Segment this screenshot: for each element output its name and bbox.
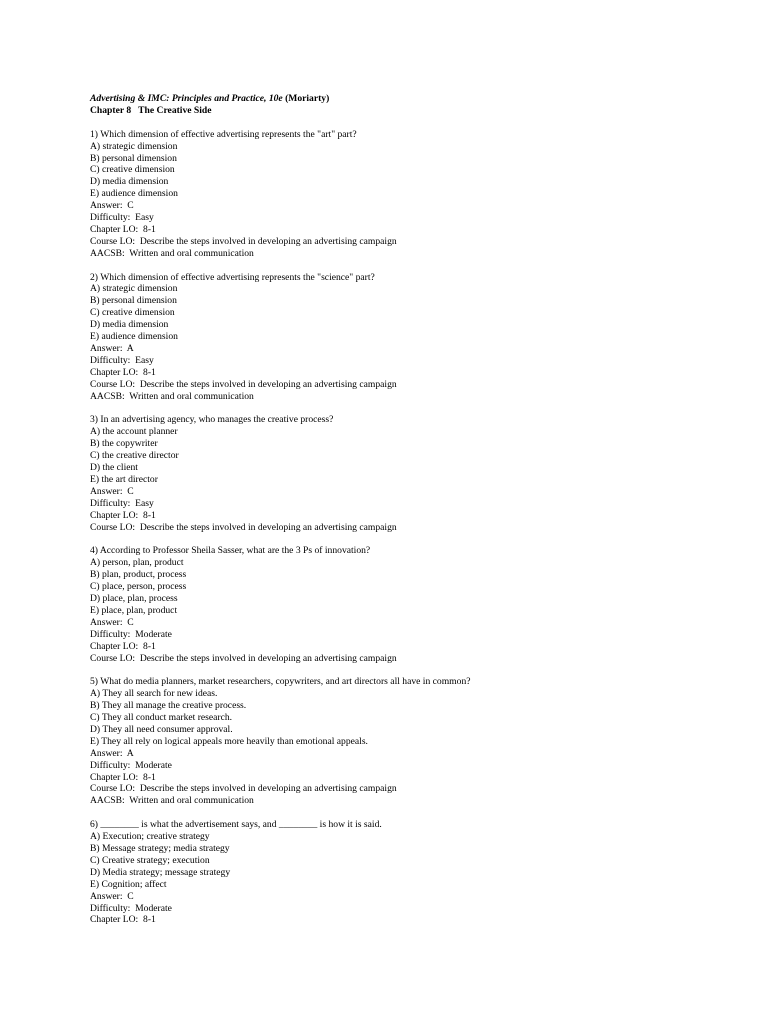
question-metadata: Chapter LO: 8-1 (90, 914, 156, 926)
question-stem: 1) Which dimension of effective advertising represents the "art" part? (90, 128, 357, 140)
question-metadata: Course LO: Describe the steps involved in developing an advertising campaign (90, 783, 397, 795)
question-metadata: Course LO: Describe the steps involved in developing an advertising campaign (90, 521, 397, 533)
question-metadata: Answer: A (90, 343, 134, 354)
question-metadata: Answer: C (90, 616, 134, 628)
answer-option: E) place, plan, product (90, 604, 178, 616)
question-metadata: Chapter LO: 8-1 (90, 366, 156, 378)
question-metadata: Course LO: Describe the steps involved in developing an advertising campaign (90, 378, 397, 390)
answer-option: D) media dimension (90, 176, 169, 188)
answer-option: E) Cognition; affect (90, 878, 167, 890)
answer-option: B) personal dimension (90, 295, 177, 307)
question-block (90, 414, 730, 533)
answer-option: D) They all need consumer approval. (90, 723, 233, 735)
answer-option: E) audience dimension (90, 188, 178, 200)
book-title: Advertising & IMC: Principles and Practice, 10e (90, 93, 283, 104)
book-author: (Moriarty) (282, 93, 330, 104)
question-metadata: Answer: C (90, 890, 134, 902)
question-metadata: Difficulty: Easy (90, 212, 154, 224)
question-metadata: Chapter LO: 8-1 (90, 640, 156, 652)
question-block (90, 272, 730, 403)
answer-option: E) the art director (90, 473, 158, 485)
question-metadata: Chapter LO: 8-1 (90, 223, 156, 235)
question-block (90, 676, 730, 807)
question-block (90, 819, 730, 926)
chapter-title: Chapter 8 The Creative Side (90, 104, 212, 116)
answer-option: A) strategic dimension (90, 283, 178, 295)
question-stem: 5) What do media planners, market researchers, copywriters, and art directors all have in common? (90, 676, 471, 688)
answer-option: C) creative dimension (90, 164, 175, 176)
question-metadata: AACSB: Written and oral communication (90, 390, 254, 402)
answer-option: D) media dimension (90, 319, 169, 331)
question-stem: 4) According to Professor Sheila Sasser, what are the 3 Ps of innovation? (90, 545, 371, 557)
answer-option: D) the client (90, 462, 138, 474)
answer-option: B) personal dimension (90, 152, 177, 164)
question-stem: 2) Which dimension of effective advertising represents the "science" part? (90, 271, 375, 283)
question-metadata: Difficulty: Moderate (90, 902, 172, 914)
question-metadata: AACSB: Written and oral communication (90, 247, 254, 259)
question-metadata: Answer: A (90, 747, 134, 759)
question-stem: 3) In an advertising agency, who manages the creative process? (90, 414, 334, 426)
question-block (90, 129, 730, 260)
answer-option: D) Media strategy; message strategy (90, 866, 231, 878)
question-metadata: Difficulty: Easy (90, 497, 154, 509)
answer-option: C) place, person, process (90, 581, 187, 593)
question-metadata: AACSB: Written and oral communication (90, 795, 254, 807)
question-block (90, 545, 730, 664)
question-metadata: Chapter LO: 8-1 (90, 771, 156, 783)
answer-option: A) strategic dimension (90, 140, 178, 152)
answer-option: B) They all manage the creative process. (90, 700, 247, 712)
question-stem: 6) ________ is what the advertisement says, and ________ is how it is said. (90, 819, 382, 831)
answer-option: D) place, plan, process (90, 593, 178, 604)
book-header (90, 93, 730, 105)
answer-option: B) Message strategy; media strategy (90, 843, 230, 854)
question-metadata: Difficulty: Moderate (90, 628, 172, 640)
question-metadata: Answer: C (90, 200, 134, 212)
answer-option: C) Creative strategy; execution (90, 854, 210, 866)
question-list (90, 129, 730, 927)
question-metadata: Difficulty: Easy (90, 354, 154, 366)
question-metadata: Answer: C (90, 485, 134, 497)
answer-option: A) the account planner (90, 426, 178, 438)
question-metadata: Difficulty: Moderate (90, 759, 172, 771)
question-metadata: Chapter LO: 8-1 (90, 509, 156, 521)
answer-option: E) They all rely on logical appeals more heavily than emotional appeals. (90, 735, 368, 747)
answer-option: C) They all conduct market research. (90, 712, 233, 724)
answer-option: A) They all search for new ideas. (90, 688, 218, 700)
answer-option: E) audience dimension (90, 331, 178, 343)
answer-option: C) the creative director (90, 450, 179, 462)
answer-option: A) Execution; creative strategy (90, 831, 210, 843)
answer-option: C) creative dimension (90, 307, 175, 319)
answer-option: B) plan, product, process (90, 569, 187, 581)
answer-option: A) person, plan, product (90, 557, 184, 569)
question-metadata: Course LO: Describe the steps involved in developing an advertising campaign (90, 235, 397, 247)
answer-option: B) the copywriter (90, 438, 158, 450)
document-page (90, 93, 730, 926)
question-metadata: Course LO: Describe the steps involved in developing an advertising campaign (90, 652, 397, 664)
